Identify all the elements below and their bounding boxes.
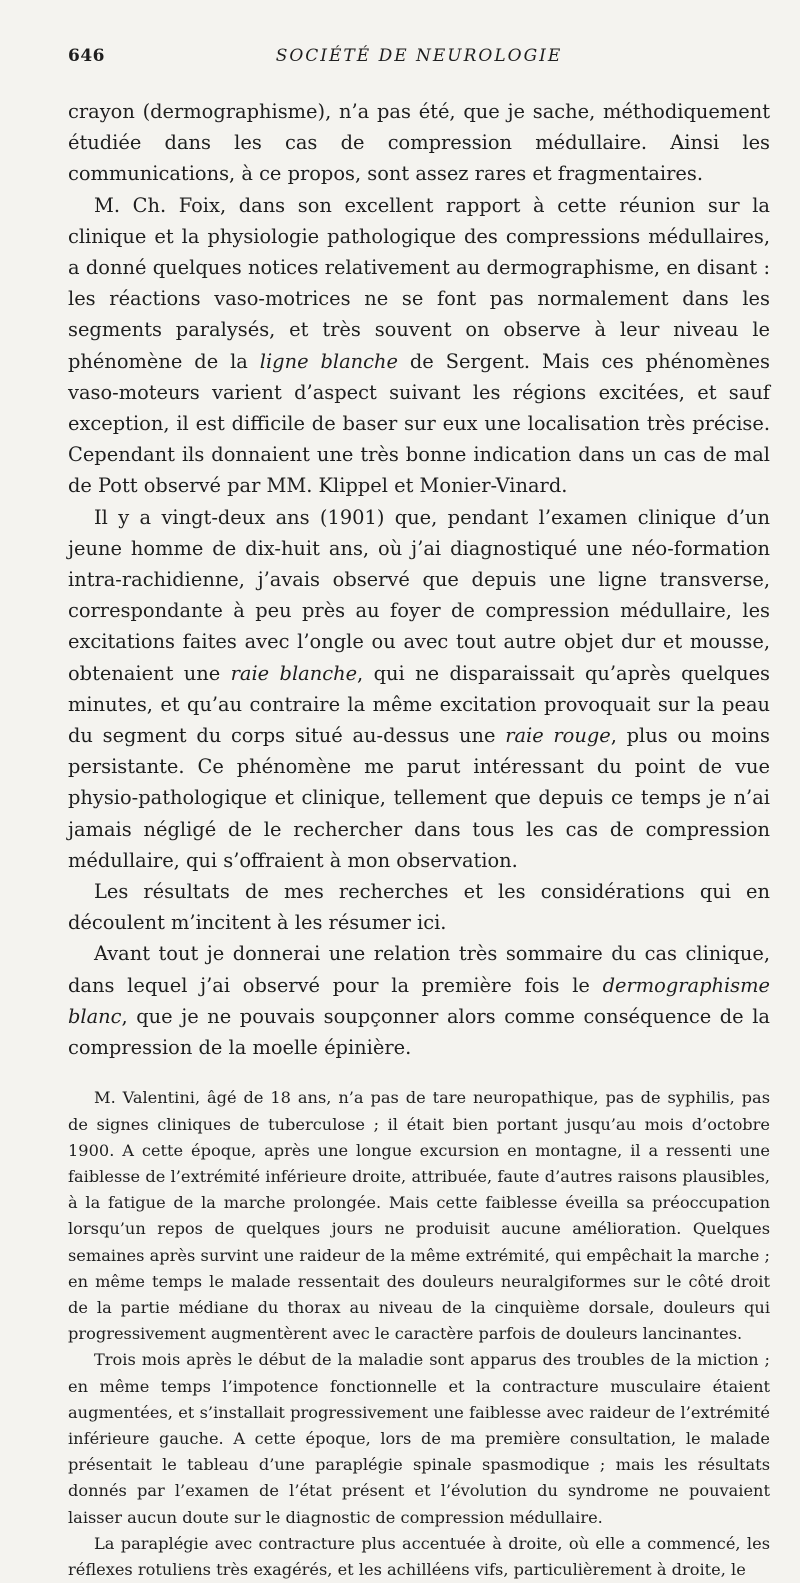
text-run: Il y a vingt-deux ans (1901) que, pendant l’examen clinique d’un jeune homme de dix-huit ans, où j’ai diagnostiqué une néo-formation intra-rachidienne, j’avais observé que depuis une ligne transverse, correspondante à peu près au foyer de compression médullaire, les excitations faites avec l’ongle ou avec tout autre objet dur et mousse, obtenaient une [68,505,770,685]
text-run: M. Ch. Foix, dans son excellent rapport à cette réunion sur la clinique et la physiologie pathologique des compressions médullaires, a donné quelques notices relativement au dermographisme, en disant : les réactions vaso-motrices ne se font pas normalement dans les segments paralysés, et très souvent on observe à leur niveau le phénomène de la [68,193,770,373]
text-run: M. Valentini, âgé de 18 ans, n’a pas de tare neuropathique, pas de syphilis, pas de signes cliniques de tuberculose ; il était bien portant jusqu’au mois d’octobre 1900. A cette époque, après une longue excursion en montagne, il a ressenti une faiblesse de l’extrémité inférieure droite, attribuée, faute d’autres raisons plausibles, à la fatigue de la marche prolongée. Mais cette faiblesse éveilla sa préoccupation lorsqu’un repos de quelques jours ne produisit aucune amélioration. Quelques semaines après survint une raideur de la même extrémité, qui empêchait la marche ; en même temps le malade ressentait des douleurs neuralgiformes sur le côté droit de la partie médiane du thorax au niveau de la cinquième dorsale, douleurs qui progressivement augmentèrent avec le caractère parfois de douleurs lancinantes. [68,1088,770,1344]
page-number: 646 [68,46,105,66]
paragraph [68,876,770,938]
text-run: de Sergent. Mais ces phénomènes vaso-moteurs varient d’aspect suivant les régions excitées, et sauf exception, il est difficile de baser sur eux une localisation très précise. Cependant ils donnaient une très bonne indication dans un cas de mal de Pott observé par MM. Klippel et Monier-Vinard. [68,349,770,498]
paragraph [68,1531,770,1583]
text-run: , que je ne pouvais soupçonner alors comme conséquence de la compression de la moelle épinière. [68,1004,770,1060]
text-run: , qui ne disparaissait qu’après quelques minutes, et qu’au contraire la même excitation provoquait sur la peau du segment du corps situé au-dessus une [68,661,770,748]
paragraph [68,96,770,190]
page-header [68,40,770,70]
italic-term: ligne blanche [259,349,398,373]
paragraph [68,190,770,502]
text-run: Les résultats de mes recherches et les considérations qui en découlent m’incitent à les résumer ici. [68,880,770,935]
case-report [68,1085,770,1583]
text-run: Trois mois après le début de la maladie sont apparus des troubles de la miction ; en même temps l’impotence fonctionnelle et la contracture musculaire étaient augmentées, et s’installait progressivement une faiblesse avec raideur de l’extrémité inférieure gauche. A cette époque, lors de ma première consultation, le malade présentait le tableau d’une paraplégie spinale spasmodique ; mais les résultats donnés par l’examen de l’état présent et l’évolution du syndrome ne pouvaient laisser aucun doute sur le diagnostic de compression médullaire. [68,1350,770,1527]
running-title: SOCIÉTÉ DE NEUROLOGIE [275,46,563,66]
paragraph [68,938,770,1063]
text-run: , plus ou moins persistante. Ce phénomène me parut intéressant du point de vue physio-pathologique et clinique, tellement que depuis ce temps je n’ai jamais négligé de le rechercher dans tous les cas de compression médullaire, qui s’offraient à mon observation. [68,724,770,872]
italic-term: raie rouge [505,724,611,748]
paragraph [68,1085,770,1347]
text-run: La paraplégie avec contracture plus accentuée à droite, où elle a commencé, les réflexes rotuliens très exagérés, et les achilléens vifs, particulièrement à droite, le [68,1533,770,1579]
italic-term: raie blanche [230,661,358,685]
text-run: Avant tout je donnerai une relation très sommaire du cas clinique, dans lequel j’ai observé pour la première fois le [68,942,770,997]
paragraph [68,1347,770,1530]
text-run: crayon (dermographisme), n’a pas été, que je sache, méthodiquement étudiée dans les cas de compression médullaire. Ainsi les communications, à ce propos, sont assez rares et fragmentaires. [68,100,770,186]
italic-term: dermographisme blanc [68,973,770,1028]
main-text [68,96,770,1063]
paragraph [68,502,770,876]
